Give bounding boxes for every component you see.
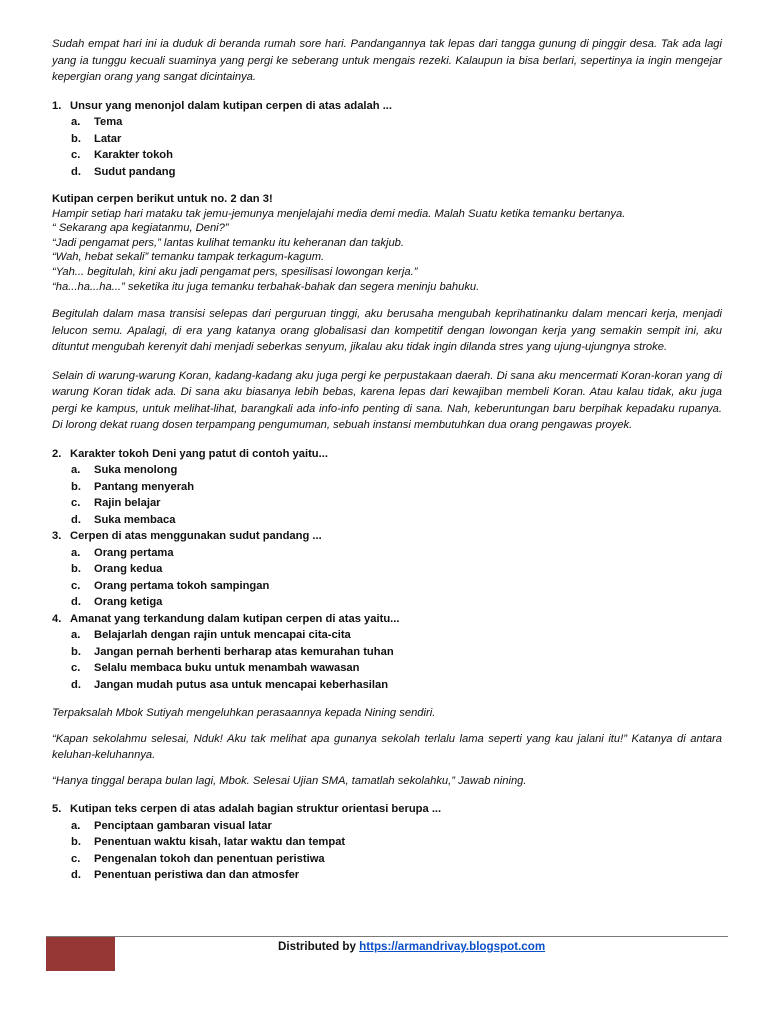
option-c: c. Pengenalan tokoh dan penentuan peristiwa	[71, 852, 325, 865]
option-a: a. Suka menolong	[71, 464, 178, 477]
question-text: Karakter tokoh Deni yang patut di contoh yaitu...	[70, 447, 328, 460]
option-d: d. Sudut pandang	[71, 165, 176, 178]
question-number: 5.	[52, 803, 62, 816]
option-c: c. Selalu membaca buku untuk menambah wawasan	[71, 662, 360, 675]
question-number: 1.	[52, 99, 62, 112]
option-a: a. Penciptaan gambaran visual latar	[71, 819, 272, 832]
option-c: c. Karakter tokoh	[71, 149, 173, 161]
option-b: b. Pantang menyerah	[71, 480, 195, 493]
question-number: 2.	[52, 447, 62, 460]
question-5	[52, 801, 722, 884]
question-2	[52, 446, 722, 529]
excerpt-heading: Kutipan cerpen berikut untuk no. 2 dan 3!	[52, 193, 273, 205]
paragraph-6: “Hanya tinggal berapa bulan lagi, Mbok. Selesai Ujian SMA, tamatlah sekolahku,” Jawab nining.	[52, 774, 527, 787]
excerpt-block	[52, 192, 722, 294]
option-d: d. Orang ketiga	[71, 596, 163, 609]
question-number: 4.	[52, 612, 62, 625]
option-d: d. Suka membaca	[71, 513, 176, 526]
document-body	[52, 36, 722, 884]
paragraph-4: Terpaksalah Mbok Sutiyah mengeluhkan perasaannya kepada Nining sendiri.	[52, 707, 436, 720]
option-b: b. Penentuan waktu kisah, latar waktu dan tempat	[71, 836, 346, 849]
question-text: Amanat yang terkandung dalam kutipan cerpen di atas yaitu...	[70, 612, 400, 625]
question-text: Kutipan teks cerpen di atas adalah bagian struktur orientasi berupa ...	[70, 803, 442, 816]
dialogue-line: “ Sekarang apa kegiatanmu, Deni?”	[52, 222, 229, 235]
dialogue-line: “ha...ha...ha...” seketika itu juga temanku terbahak-bahak dan segera meninju bahuku.	[52, 280, 480, 293]
paragraph-3: Selain di warung-warung Koran, kadang-kadang aku juga pergi ke perpustakaan daerah. Di sana aku mencermati Koran-koran yang di warung Koran tidak ada. Di sana aku biasanya lebih bebas, karena lepas dari kewajiban membeli Koran. Atau kalau tidak, aku juga pergi ke kampus, untuk melihat-lihat, barangkali ada info-info penting di sana. Nah, keberuntungan baru berpihak kepadaku rupanya. Di lorong dekat ruang dosen terpampang pengumuman, sebuah instansi membutuhkan dua orang pengawas proyek.	[52, 369, 722, 432]
intro-paragraph: Sudah empat hari ini ia duduk di beranda rumah sore hari. Pandangannya tak lepas dari tangga gunung di pinggir desa. Tak ada lagi yang ia tunggu kecuali suaminya yang pergi ke seberang untuk mengais rezeki. Kalaupun ia bisa berlari, sepertinya ia ingin mengejar kepergian orang yang sangat dicintainya.	[52, 38, 722, 83]
footer-accent-block	[46, 937, 115, 971]
footer-label: Distributed by	[278, 940, 360, 953]
question-4	[52, 611, 722, 694]
dialogue-line: “Yah... begitulah, kini aku jadi pengamat pers, spesilisasi lowongan kerja.”	[52, 265, 418, 278]
option-a: a. Orang pertama	[71, 546, 174, 559]
footer-divider	[46, 936, 728, 937]
question-text: Cerpen di atas menggunakan sudut pandang ...	[70, 530, 322, 543]
question-text: Unsur yang menonjol dalam kutipan cerpen di atas adalah ...	[70, 99, 393, 112]
paragraph-5: “Kapan sekolahmu selesai, Nduk! Aku tak melihat apa gunanya sekolah terlalu lama seperti yang kau jalani itu!” Katanya di antara keluhan-keluhannya.	[52, 732, 722, 762]
question-3	[52, 528, 722, 611]
dialogue-line: “Wah, hebat sekali” temanku tampak terkagum-kagum.	[52, 251, 325, 264]
question-number: 3.	[52, 530, 62, 543]
question-1	[52, 98, 722, 181]
option-d: d. Penentuan peristiwa dan dan atmosfer	[71, 869, 300, 882]
option-b: b. Jangan pernah berhenti berharap atas kemurahan tuhan	[71, 645, 394, 658]
dialogue-line: “Jadi pengamat pers,” lantas kulihat temanku itu keheranan dan takjub.	[52, 236, 404, 249]
option-a: a. Belajarlah dengan rajin untuk mencapai cita-cita	[71, 629, 351, 642]
footer-credit	[278, 940, 545, 953]
dialogue-line: Hampir setiap hari mataku tak jemu-jemunya menjelajahi media demi media. Malah Suatu ketika temanku bertanya.	[52, 207, 626, 220]
option-c: c. Orang pertama tokoh sampingan	[71, 579, 270, 592]
footer-link[interactable]: https://armandrivay.blogspot.com	[359, 940, 546, 953]
option-b: b. Orang kedua	[71, 563, 163, 576]
option-a: a. Tema	[71, 116, 123, 128]
paragraph-2: Begitulah dalam masa transisi selepas dari perguruan tinggi, aku berusaha mengubah keprihatinanku dalam mencari kerja, menjadi lelucon semu. Apalagi, di era yang katanya orang globalisasi dan kompetitif dengan lowongan kerja yang semakin sempit ini, aku dituntut mengubah kerenyit dahi menjadi seberkas senyum, jikalau aku tidak ingin dilanda stres yang ujung-ujungnya stroke.	[52, 308, 722, 354]
option-d: d. Jangan mudah putus asa untuk mencapai keberhasilan	[71, 678, 389, 691]
option-c: c. Rajin belajar	[71, 497, 161, 510]
option-b: b. Latar	[71, 132, 122, 145]
